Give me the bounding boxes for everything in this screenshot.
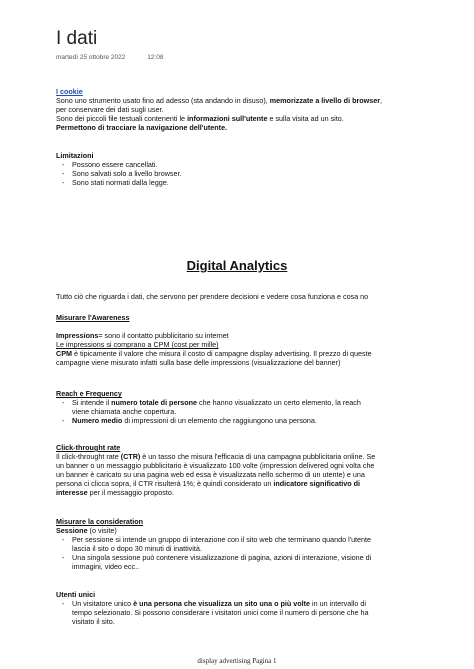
utenti-section xyxy=(56,590,421,626)
ctr-heading: Click-throught rate xyxy=(56,443,121,452)
impressions-cpm: Le impressions si comprano a CPM (cost per mille) xyxy=(56,340,219,349)
list-item: - Sono stati normati dalla legge. xyxy=(56,178,421,187)
impressions-line: Impressions= sono il contatto pubblicitario su internet xyxy=(56,331,229,340)
reach-section xyxy=(56,389,421,425)
page-date: martedì 25 ottobre 2022 xyxy=(56,54,126,61)
cookie-line-2: per conservare dei dati sugli user. xyxy=(56,105,164,114)
list-item: - Sono salvati solo a livello browser. xyxy=(56,169,421,178)
cookie-line-4: Permettono di tracciare la navigazione dell'utente. xyxy=(56,123,228,132)
list-item: - Numero medio di impressioni di un elemento che raggiungono una persona. xyxy=(56,416,421,425)
cookie-heading: I cookie xyxy=(56,87,83,96)
list-item: - Per sessione si intende un gruppo di interazione con il sito web che terminano quando l'utente lascia il sito o dopo 30 minuti di inattività. xyxy=(56,535,421,553)
awareness-heading: Misurare l'Awareness xyxy=(56,313,130,322)
ctr-section xyxy=(56,443,421,497)
limitazioni-heading: Limitazioni xyxy=(56,151,94,160)
cpm-line-2: campagne viene misurato infatti sulla base delle impressions (visualizzazione del banner) xyxy=(56,358,341,367)
consideration-section xyxy=(56,517,421,571)
digital-intro: Tutto ciò che riguarda i dati, che servono per prendere decisioni e vedere cosa funziona e cosa no xyxy=(56,292,369,301)
page-footer: display advertising Pagina 1 xyxy=(197,657,277,665)
list-item: - Un visitatore unico è una persona che visualizza un sito una o più volte in un intervallo di tempo selezionato. Si possono considerare i visitatori unici come il numero di persone che ha visitato il sito. xyxy=(56,599,421,626)
limitazioni-section xyxy=(56,151,421,187)
limitazioni-list xyxy=(56,160,421,187)
ctr-line-3: un banner è caricato su una pagina web ed essa è visualizzata nello schermo di un utente) e una xyxy=(56,470,365,479)
reach-list xyxy=(56,398,421,425)
cookie-line-1: Sono uno strumento usato fino ad adesso (sta andando in disuso), memorizzate a livello di browser, xyxy=(56,96,383,105)
cookie-line-3: Sono dei piccoli file testuali contenenti le informazioni sull'utente e sulla visita ad un sito. xyxy=(56,114,344,123)
ctr-line-2: un banner o un messaggio pubblicitario è visualizzato 100 volte (impression delivered ogni volta che xyxy=(56,461,375,470)
cookie-section xyxy=(56,87,421,132)
consideration-list xyxy=(56,535,421,571)
ctr-line-1: Il click-throught rate (CTR) è un tasso che misura l'efficacia di una campagna pubblicitaria online. Se xyxy=(56,452,376,461)
sessione-line: Sessione (o visite) xyxy=(56,526,117,535)
ctr-line-5: interesse per il messaggio proposto. xyxy=(56,488,174,497)
page-time: 12:08 xyxy=(147,54,164,61)
consideration-heading: Misurare la consideration xyxy=(56,517,144,526)
utenti-list xyxy=(56,599,421,626)
awareness-section xyxy=(56,313,421,367)
utenti-heading: Utenti unici xyxy=(56,590,96,599)
page-meta xyxy=(56,54,183,61)
list-item: - Una singola sessione può contenere visualizzazione di pagina, azioni di interazione, visione di immagini, video ecc.. xyxy=(56,553,421,571)
reach-heading: Reach e Frequency xyxy=(56,389,122,398)
ctr-line-4: persona ci clicca sopra, il CTR risulterà 1%; è quindi considerato un indicatore significativo di xyxy=(56,479,360,488)
section-title: Digital Analytics xyxy=(186,258,288,273)
list-item: - Si intende il numero totale di persone che hanno visualizzato un certo elemento, la reach viene chiamata anche copertura. xyxy=(56,398,421,416)
page-title: I dati xyxy=(56,28,98,49)
cpm-line-1: CPM è tipicamente il valore che misura il costo di campagne display advertising. Il prezzo di queste xyxy=(56,349,372,358)
list-item: - Possono essere cancellati. xyxy=(56,160,421,169)
